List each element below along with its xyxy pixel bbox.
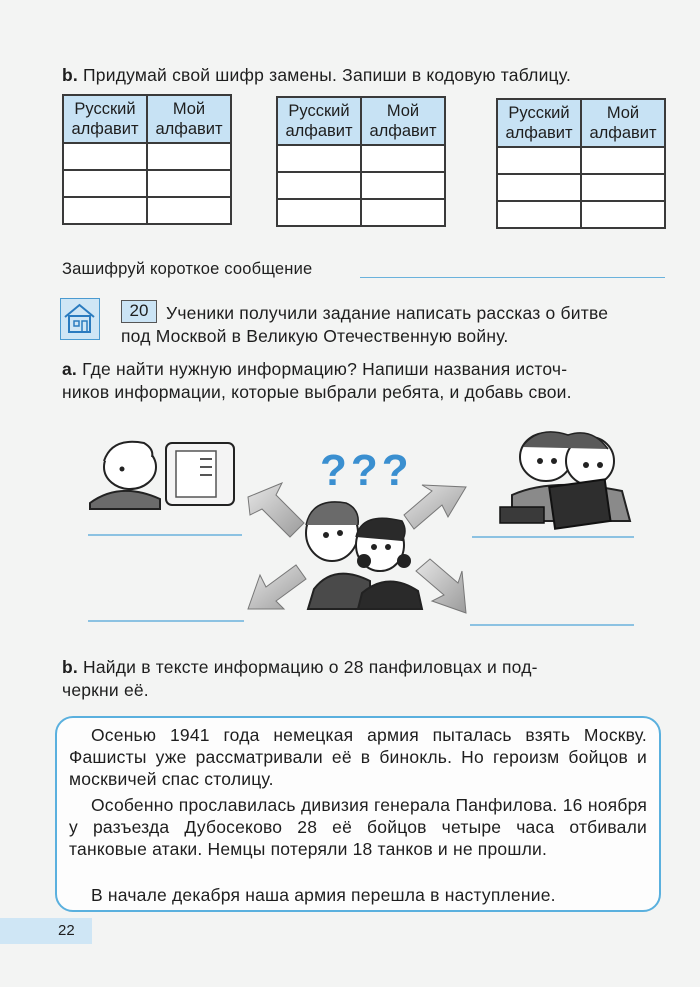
task-number-box: 20 [121,300,157,323]
arrow-down-right-icon [416,559,466,613]
header-russian-alphabet: Русский алфавит [63,95,147,143]
task-b-line2: черкни её. [62,680,149,700]
question-marks: ??? [320,446,413,495]
cipher-cell[interactable] [63,170,147,197]
illustration [0,425,700,645]
task-a [62,358,567,381]
reading-paragraph-1: Осенью 1941 года немецкая армия пыталась взять Москву. Фашисты уже рассматривали её в бинокль. Но героизм бойцов и москвичей спас столицу. [69,725,647,789]
cipher-cell[interactable] [277,199,361,226]
header-russian-alphabet: Русский алфавит [497,99,581,147]
header-my-alphabet: Мой алфавит [581,99,665,147]
reading-paragraph-3: В начале декабря наша армия перешла в наступление. [91,885,556,905]
answer-line-encrypt[interactable] [360,277,665,278]
cipher-cell[interactable] [361,199,445,226]
cipher-cell[interactable] [497,201,581,228]
task-a-line2: ников информации, которые выбрали ребята, и добавь свои. [62,382,572,402]
house-icon [61,299,98,338]
cipher-cell[interactable] [147,197,231,224]
header-my-alphabet: Мой алфавит [361,97,445,145]
task-letter: b. [62,65,78,85]
task-b-line1: Найди в тексте информацию о 28 панфиловцах и под- [83,657,538,677]
reading-paragraph-2: Особенно прославилась дивизия генерала Панфилова. 16 ноября у разъезда Дубосеково 28 её бойцов четыре часа отбивали танковые атаки. Немцы потеряли 18 танков и не прошли. [69,795,647,859]
task20-line2: под Москвой в Великую Отечественную войну. [121,326,509,346]
cipher-cell[interactable] [581,174,665,201]
cipher-table-1 [62,94,232,225]
task-b-bottom [62,656,538,679]
page-number: 22 [0,918,92,944]
task-b-top [62,64,571,87]
header-my-alphabet: Мой алфавит [147,95,231,143]
cipher-table-2 [276,96,446,227]
home-task-badge [60,298,100,340]
cipher-cell[interactable] [63,143,147,170]
task20-line1: Ученики получили задание написать рассказ о битве [166,303,609,323]
cipher-cell[interactable] [497,174,581,201]
task-text: Придумай свой шифр замены. Запиши в кодовую таблицу. [83,65,572,85]
two-children-image [306,502,422,609]
cipher-cell[interactable] [277,172,361,199]
cipher-cell[interactable] [361,172,445,199]
arrow-up-left-icon [248,483,304,537]
task-a-line1: Где найти нужную информацию? Напиши названия источ- [82,359,568,379]
children-reading-image [500,432,630,529]
arrow-up-right-icon [404,485,466,529]
cipher-cell[interactable] [63,197,147,224]
child-at-computer-image [90,442,234,509]
task-letter: a. [62,359,77,379]
cipher-cell[interactable] [277,145,361,172]
header-russian-alphabet: Русский алфавит [277,97,361,145]
task-letter: b. [62,657,78,677]
cipher-table-3 [496,98,666,229]
cipher-cell[interactable] [497,147,581,174]
arrow-down-left-icon [248,565,306,609]
cipher-cell[interactable] [147,170,231,197]
cipher-cell[interactable] [147,143,231,170]
cipher-cell[interactable] [581,147,665,174]
cipher-cell[interactable] [581,201,665,228]
encrypt-prompt: Зашифруй короткое сообщение [62,260,313,278]
cipher-cell[interactable] [361,145,445,172]
reading-text-box [55,716,661,912]
